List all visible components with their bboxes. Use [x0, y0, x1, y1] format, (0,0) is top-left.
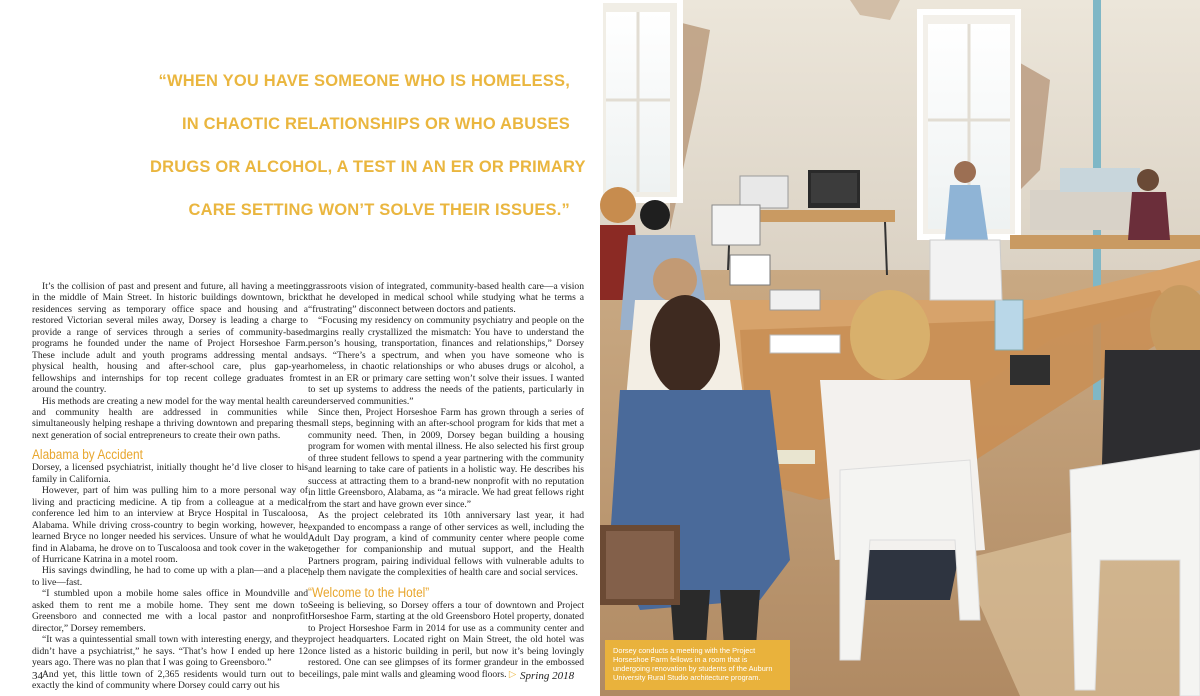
meeting-photo-illustration: [600, 0, 1200, 696]
section-heading: Alabama by Accident: [32, 447, 143, 463]
section-heading: “Welcome to the Hotel”: [308, 584, 430, 600]
photo-caption: Dorsey conducts a meeting with the Project Horseshoe Farm fellows in a room that is undergoing renovation by students of the Auburn University Rural Studio architecture program.: [613, 646, 773, 683]
article-paragraph: As the project celebrated its 10th anniversary last year, it had expanded to encompass a range of other services as well, including the Adult Day program, a kind of community center where people come together for companionship and mutual support, and the Health Partners program, pairing individual fellows with vulnerable adults to help them navigate the complexities of health care and social services.: [308, 510, 584, 579]
article-paragraph: “I stumbled upon a mobile home sales office in Moundville and asked them to rent me a mobile home. They sent me down to Greensboro and connected me with a local pastor and nonprofit director,” Dorsey remembers.: [32, 588, 308, 634]
article-column-right: [308, 281, 584, 680]
end-mark-icon: ▷: [508, 668, 517, 680]
article-paragraph: It’s the collision of past and present and future, all having a meeting in the middle of Main Street. In historic buildings downtown, brick residences serving as temporary office space and housing and a restored Victorian several miles away, Dorsey is leading a charge to provide a range of services through a series of community-based programs he founded under the name of Project Horseshoe Farm. These include adult and youth programs addressing mental and physical health, housing and after-school care, plus gap-year fellowships and internships for top recent college graduates from around the country.: [32, 281, 308, 396]
pull-quote-line: CARE SETTING WON’T SOLVE THEIR ISSUES.”: [188, 201, 570, 219]
article-column-left: [32, 281, 308, 691]
pull-quote-line: “WHEN YOU HAVE SOMEONE WHO IS HOMELESS,: [158, 72, 570, 90]
meeting-photo: [600, 0, 1200, 696]
photo-caption-box: [605, 640, 790, 690]
pull-quote-line: IN CHAOTIC RELATIONSHIPS OR WHO ABUSES: [181, 115, 570, 133]
article-paragraph: His methods are creating a new model for the way mental health care and community health are addressed in communities while simultaneously helping reshape a thriving downtown and preparing the next generation of social entrepreneurs to create their own paths.: [32, 395, 308, 441]
article-paragraph: grassroots vision of integrated, community-based health care—a vision that he developed in medical school while studying what he terms a “frustrating” disconnect between doctors and patients.: [308, 281, 584, 315]
article-paragraph: And yet, this little town of 2,365 residents would turn out to be exactly the kind of community where Dorsey could carry out his: [32, 668, 308, 691]
pull-quote-line: DRUGS OR ALCOHOL, A TEST IN AN ER OR PRIMARY: [150, 158, 586, 176]
page-number: 34: [32, 670, 43, 682]
issue-date: Spring 2018: [520, 670, 575, 682]
article-paragraph-text: Seeing is believing, so Dorsey offers a tour of downtown and Project Horseshoe Farm, starting at the old Greensboro Hotel property, donated to Project Horseshoe Farm in 2014 for use as a community center and project headquarters. Located right on Main Street, the old hotel was once listed as a historic building in peril, but now it’s being lovingly restored. One can see glimpses of its former grandeur in the embossed ceilings, pale mint walls and gleaming wood floors.: [308, 599, 584, 680]
article-paragraph: His savings dwindling, he had to come up with a plan—and a place to live—fast.: [32, 565, 308, 588]
article-paragraph: “Focusing my residency on community psychiatry and people on the margins really crystallized the mismatch: You have to understand the person’s housing, transportation, finances and relationships,” Dorsey says. “There’s a spectrum, and when you have someone who is homeless, in chaotic relationships or who abuses drugs or alcohol, a test in an ER or primary care setting won’t solve their issues. I wanted to set up systems to address the needs of the patients, particularly in underserved communities.”: [308, 315, 584, 407]
article-paragraph: [308, 600, 584, 680]
article-paragraph: However, part of him was pulling him to a more personal way of living and practicing medicine. A tip from a colleague at a medical conference led him to an interview at Bryce Hospital in Tuscaloosa, Alabama. While driving cross-country to begin working, however, he learned Bryce no longer needed his services. Unsure of what he would find in Alabama, he drove on to Tuscaloosa and took cover in the wake of Hurricane Katrina in a motel room.: [32, 485, 308, 565]
article-paragraph: “It was a quintessential small town with interesting energy, and they didn’t have a psychiatrist,” he says. “That’s how I ended up here 12 years ago. There was no plan that I was going to Greensboro.”: [32, 634, 308, 669]
article-paragraph: Dorsey, a licensed psychiatrist, initially thought he’d live closer to his family in California.: [32, 462, 308, 485]
pull-quote: [150, 70, 586, 242]
article-paragraph: Since then, Project Horseshoe Farm has grown through a series of small steps, beginning with an after-school program for kids that met a community need. Then, in 2009, Dorsey began building a housing program for women with mental illness. He also selected his first group of three student fellows to spend a year partnering with the community and learning to take care of patients in a holistic way. He describes his success at attracting them to a brand-new nonprofit with no reputation in little Greensboro, Alabama, as “a miracle. We had great fellows right from the start and have grown ever since.”: [308, 406, 584, 510]
